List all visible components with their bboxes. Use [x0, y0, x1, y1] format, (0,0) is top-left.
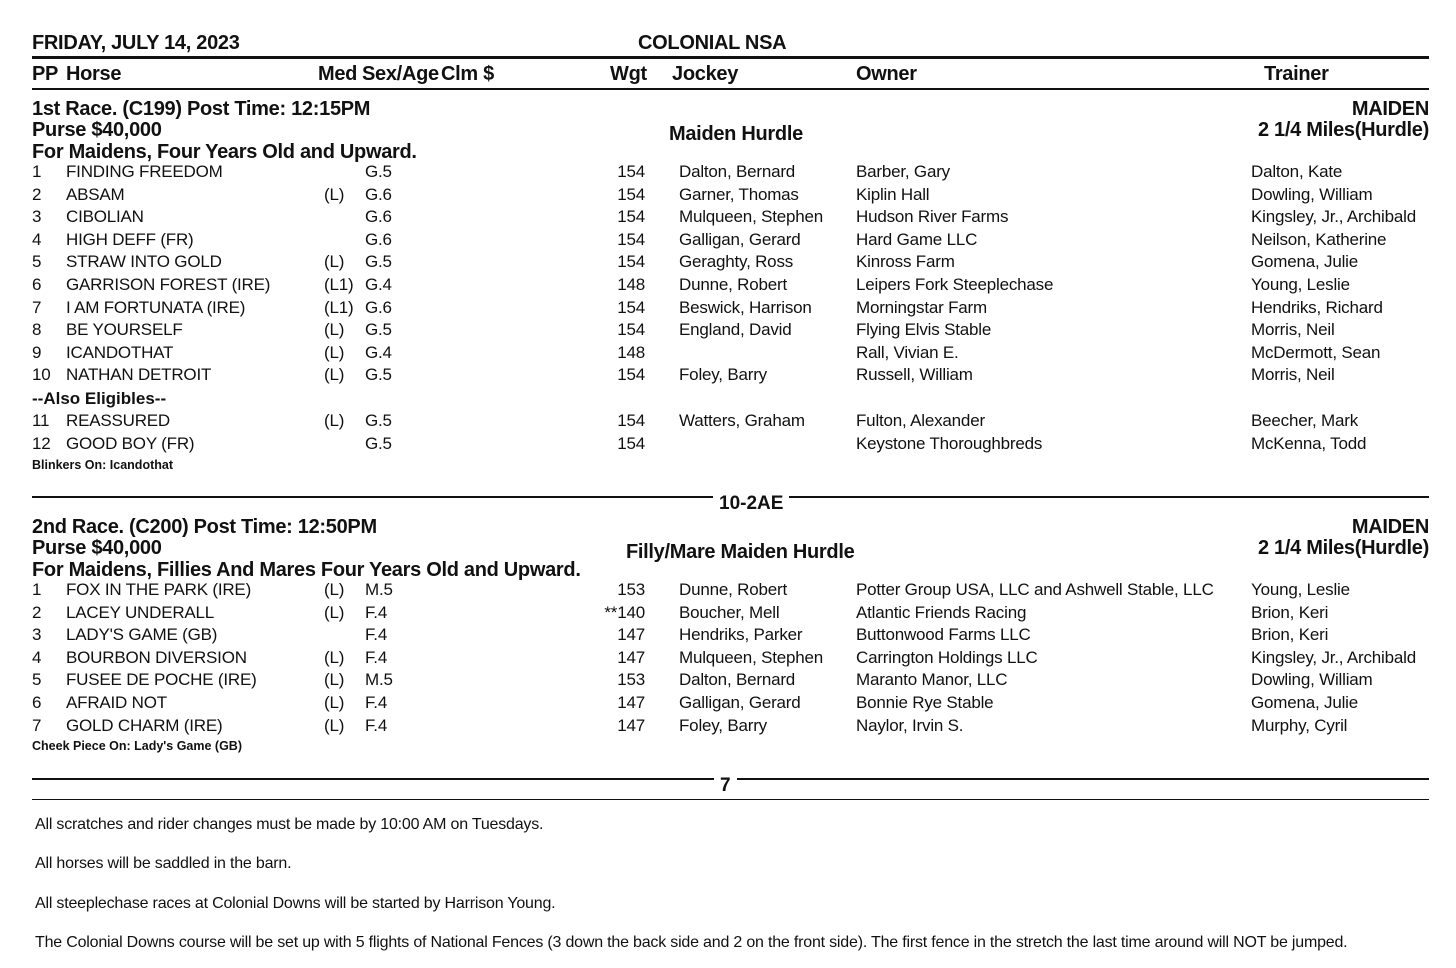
entry-owner: Leipers Fork Steeplechase: [856, 275, 1054, 294]
entry-sex-age: G.6: [365, 207, 392, 227]
entry-row: [32, 365, 1429, 387]
entry-horse: REASSURED: [66, 411, 171, 430]
entry-trainer: Gomena, Julie: [1251, 252, 1359, 272]
entry-sex-age: G.6: [365, 229, 392, 249]
entry-owner: Morningstar Farm: [856, 297, 987, 317]
entry-weight: 147: [617, 693, 645, 712]
entry-med: (L): [324, 693, 345, 712]
entry-trainer: McKenna, Todd: [1251, 433, 1367, 453]
entry-sex-age: G.5: [365, 320, 392, 340]
entry-owner: Naylor, Irvin S.: [856, 715, 964, 735]
entry-weight: 154: [617, 229, 645, 249]
entry-med: (L): [324, 320, 345, 340]
entry-sex-age: F.4: [365, 715, 388, 735]
entry-horse: LADY'S GAME (GB): [66, 625, 218, 645]
race-1-note: Blinkers On: Icandothat: [32, 458, 173, 472]
entry-row: [32, 580, 1429, 602]
footer-note-1: All scratches and rider changes must be made by 10:00 AM on Tuesdays.: [35, 816, 544, 833]
entry-jockey: Garner, Thomas: [679, 184, 799, 204]
entry-jockey: Foley, Barry: [679, 715, 767, 735]
entry-sex-age: F.4: [365, 602, 388, 622]
entry-pp: 7: [32, 297, 42, 317]
entry-trainer: Morris, Neil: [1251, 320, 1335, 340]
entry-horse: AFRAID NOT: [66, 693, 167, 712]
entry-row: [32, 411, 1429, 433]
entry-row: [32, 625, 1429, 647]
entry-jockey: Hendriks, Parker: [679, 625, 803, 645]
entry-weight: 154: [617, 433, 645, 453]
race-1-purse: Purse $40,000: [32, 119, 162, 141]
entry-trainer: Dowling, William: [1251, 670, 1373, 690]
entry-weight: 148: [617, 275, 645, 294]
entry-horse: GOLD CHARM (IRE): [66, 715, 223, 735]
race-1-type: Maiden Hurdle: [669, 123, 803, 145]
race-2-note: Cheek Piece On: Lady's Game (GB): [32, 739, 242, 753]
entry-med: (L): [324, 715, 345, 735]
race-2-purse: Purse $40,000: [32, 537, 162, 559]
entry-jockey: Dunne, Robert: [679, 580, 787, 599]
entry-weight: 154: [617, 207, 645, 227]
entry-row: [32, 603, 1429, 625]
race-1-class: MAIDEN: [1351, 98, 1429, 120]
entry-pp: 11: [32, 411, 50, 430]
entry-pp: 9: [32, 342, 42, 362]
entry-med: (L): [324, 647, 345, 667]
entry-weight: 153: [617, 580, 645, 599]
entry-horse: NATHAN DETROIT: [66, 365, 212, 385]
entry-trainer: Hendriks, Richard: [1251, 297, 1383, 317]
entry-owner: Keystone Thoroughbreds: [856, 433, 1043, 453]
race-2-type: Filly/Mare Maiden Hurdle: [626, 541, 855, 563]
header-date: FRIDAY, JULY 14, 2023: [32, 32, 240, 54]
entry-row: [32, 320, 1429, 342]
footer-note-3: All steeplechase races at Colonial Downs will be started by Harrison Young.: [35, 895, 556, 912]
entry-sex-age: G.5: [365, 411, 392, 430]
entry-owner: Barber, Gary: [856, 162, 950, 181]
entry-pp: 12: [32, 433, 51, 453]
entry-weight: 147: [617, 647, 645, 667]
race-1-title: 1st Race. (C199) Post Time: 12:15PM: [32, 98, 371, 120]
entry-pp: 1: [32, 162, 42, 181]
race-1-also-label: --Also Eligibles--: [32, 389, 167, 408]
entry-trainer: Dowling, William: [1251, 184, 1373, 204]
entry-pp: 6: [32, 693, 42, 712]
entry-row: [32, 693, 1429, 715]
entry-jockey: Geraghty, Ross: [679, 252, 794, 272]
entry-med: (L): [324, 342, 345, 362]
entry-owner: Fulton, Alexander: [856, 411, 985, 430]
entry-horse: HIGH DEFF (FR): [66, 229, 194, 249]
entry-horse: FINDING FREEDOM: [66, 162, 223, 181]
entry-trainer: Brion, Keri: [1251, 625, 1329, 645]
entry-pp: 10: [32, 365, 51, 385]
entry-row: [32, 207, 1429, 229]
col-med: Med: [318, 63, 358, 85]
entry-owner: Carrington Holdings LLC: [856, 647, 1038, 667]
entry-row: [32, 298, 1429, 320]
entry-horse: I AM FORTUNATA (IRE): [66, 297, 246, 317]
entry-jockey: Galligan, Gerard: [679, 693, 801, 712]
race-2-distance: 2 1/4 Miles(Hurdle): [1257, 537, 1429, 559]
entry-pp: 6: [32, 275, 42, 294]
col-wgt: Wgt: [610, 63, 647, 85]
entry-weight: 154: [617, 365, 645, 385]
entry-sex-age: F.4: [365, 693, 388, 712]
entry-sex-age: G.5: [365, 252, 392, 272]
entry-med: (L): [324, 184, 345, 204]
entry-pp: 4: [32, 647, 42, 667]
entry-row: [32, 648, 1429, 670]
entry-sex-age: G.5: [365, 365, 392, 385]
entry-weight: **140: [604, 602, 645, 622]
entry-horse: FOX IN THE PARK (IRE): [66, 580, 252, 599]
race-1-distance: 2 1/4 Miles(Hurdle): [1257, 119, 1429, 141]
entry-med: (L): [324, 365, 345, 385]
col-pp: PP: [32, 63, 59, 85]
entry-trainer: Kingsley, Jr., Archibald: [1251, 647, 1416, 667]
entry-pp: 1: [32, 580, 42, 599]
header-rule: [32, 56, 1429, 59]
entry-pp: 5: [32, 670, 42, 690]
entry-trainer: Morris, Neil: [1251, 365, 1335, 385]
entry-horse: GARRISON FOREST (IRE): [66, 275, 271, 294]
entry-jockey: Dalton, Bernard: [679, 162, 796, 181]
entry-pp: 4: [32, 229, 42, 249]
entry-weight: 154: [617, 297, 645, 317]
entry-weight: 147: [617, 715, 645, 735]
entry-med: (L): [324, 411, 345, 430]
entry-sex-age: G.5: [365, 162, 392, 181]
entry-weight: 154: [617, 320, 645, 340]
entry-jockey: Watters, Graham: [679, 411, 805, 430]
entry-owner: Atlantic Friends Racing: [856, 602, 1027, 622]
entry-sex-age: F.4: [365, 647, 388, 667]
entry-owner: Maranto Manor, LLC: [856, 670, 1008, 690]
entry-med: (L): [324, 252, 345, 272]
race-2-field-count: 7: [714, 775, 737, 797]
entry-horse: ABSAM: [66, 184, 125, 204]
entry-trainer: Neilson, Katherine: [1251, 229, 1387, 249]
footer-note-4: The Colonial Downs course will be set up with 5 flights of National Fences (3 down the back side and 2 on the front side). The first fence in the stretch the last time around will NOT be jumped.: [35, 934, 1348, 951]
col-clm: Clm $: [441, 63, 494, 85]
entry-owner: Buttonwood Farms LLC: [856, 625, 1031, 645]
entry-row: [32, 275, 1429, 297]
entry-row: [32, 716, 1429, 738]
header-meet: COLONIAL NSA: [638, 32, 787, 54]
entry-owner: Rall, Vivian E.: [856, 342, 959, 362]
race-2-title: 2nd Race. (C200) Post Time: 12:50PM: [32, 516, 377, 538]
footer-rule: [32, 799, 1429, 800]
entry-trainer: Brion, Keri: [1251, 602, 1329, 622]
entry-horse: CIBOLIAN: [66, 207, 144, 227]
entry-horse: BE YOURSELF: [66, 320, 183, 340]
entry-owner: Kiplin Hall: [856, 184, 930, 204]
entry-jockey: Boucher, Mell: [679, 602, 780, 622]
entry-trainer: Murphy, Cyril: [1251, 715, 1348, 735]
entry-pp: 2: [32, 184, 42, 204]
entry-weight: 154: [617, 252, 645, 272]
entry-sex-age: F.4: [365, 625, 388, 645]
entry-trainer: McDermott, Sean: [1251, 342, 1381, 362]
race-1-field-count: 10-2AE: [713, 493, 789, 515]
col-trainer: Trainer: [1264, 63, 1329, 85]
entry-owner: Hudson River Farms: [856, 207, 1009, 227]
entry-horse: LACEY UNDERALL: [66, 602, 215, 622]
entry-sex-age: G.6: [365, 184, 392, 204]
entry-weight: 153: [617, 670, 645, 690]
entry-horse: ICANDOTHAT: [66, 342, 174, 362]
entry-horse: GOOD BOY (FR): [66, 433, 195, 453]
entry-med: (L): [324, 602, 345, 622]
col-owner: Owner: [856, 63, 917, 85]
entry-weight: 154: [617, 162, 645, 181]
entry-trainer: Dalton, Kate: [1251, 162, 1343, 181]
race-2-class: MAIDEN: [1351, 516, 1429, 538]
entry-owner: Bonnie Rye Stable: [856, 693, 994, 712]
entry-owner: Kinross Farm: [856, 252, 955, 272]
entry-sex-age: G.5: [365, 433, 392, 453]
entry-row: [32, 434, 1429, 456]
col-sex-age: Sex/Age: [362, 63, 439, 85]
col-horse: Horse: [66, 63, 122, 85]
footer-note-2: All horses will be saddled in the barn.: [35, 855, 292, 872]
entry-jockey: Dunne, Robert: [679, 275, 787, 294]
entry-med: (L): [324, 580, 345, 599]
entry-pp: 3: [32, 625, 42, 645]
entry-jockey: Mulqueen, Stephen: [679, 207, 824, 227]
entry-trainer: Beecher, Mark: [1251, 411, 1359, 430]
entry-owner: Hard Game LLC: [856, 229, 978, 249]
entry-weight: 148: [617, 342, 645, 362]
entry-sex-age: M.5: [365, 670, 393, 690]
entry-pp: 3: [32, 207, 42, 227]
entry-pp: 7: [32, 715, 42, 735]
race-2-conditions: For Maidens, Fillies And Mares Four Years Old and Upward.: [32, 559, 581, 581]
entry-owner: Flying Elvis Stable: [856, 320, 992, 340]
entry-med: (L1): [324, 297, 354, 317]
entry-med: (L): [324, 670, 345, 690]
entry-owner: Russell, William: [856, 365, 973, 385]
entry-jockey: England, David: [679, 320, 792, 340]
entry-trainer: Young, Leslie: [1251, 580, 1350, 599]
entry-med: (L1): [324, 275, 354, 294]
entry-owner: Potter Group USA, LLC and Ashwell Stable, LLC: [856, 580, 1214, 599]
entry-jockey: Beswick, Harrison: [679, 297, 812, 317]
entry-pp: 8: [32, 320, 42, 340]
entry-sex-age: G.4: [365, 275, 392, 294]
entry-row: [32, 343, 1429, 365]
entry-jockey: Galligan, Gerard: [679, 229, 801, 249]
entry-horse: FUSEE DE POCHE (IRE): [66, 670, 257, 690]
entry-trainer: Gomena, Julie: [1251, 693, 1359, 712]
entry-row: [32, 162, 1429, 184]
entry-sex-age: G.6: [365, 297, 392, 317]
entry-row: [32, 252, 1429, 274]
entry-row: [32, 230, 1429, 252]
race-1-conditions: For Maidens, Four Years Old and Upward.: [32, 141, 417, 163]
col-jockey: Jockey: [672, 63, 739, 85]
entry-pp: 2: [32, 602, 42, 622]
entry-jockey: Mulqueen, Stephen: [679, 647, 824, 667]
entry-jockey: Foley, Barry: [679, 365, 767, 385]
entry-sex-age: M.5: [365, 580, 393, 599]
entry-jockey: Dalton, Bernard: [679, 670, 796, 690]
entry-weight: 147: [617, 625, 645, 645]
entry-trainer: Young, Leslie: [1251, 275, 1350, 294]
entry-weight: 154: [617, 184, 645, 204]
entry-row: [32, 185, 1429, 207]
entry-horse: STRAW INTO GOLD: [66, 252, 222, 272]
entry-pp: 5: [32, 252, 42, 272]
entry-trainer: Kingsley, Jr., Archibald: [1251, 207, 1416, 227]
entry-row: [32, 670, 1429, 692]
entry-weight: 154: [617, 411, 645, 430]
entry-sex-age: G.4: [365, 342, 392, 362]
column-header-rule: [32, 88, 1429, 90]
entry-horse: BOURBON DIVERSION: [66, 647, 247, 667]
